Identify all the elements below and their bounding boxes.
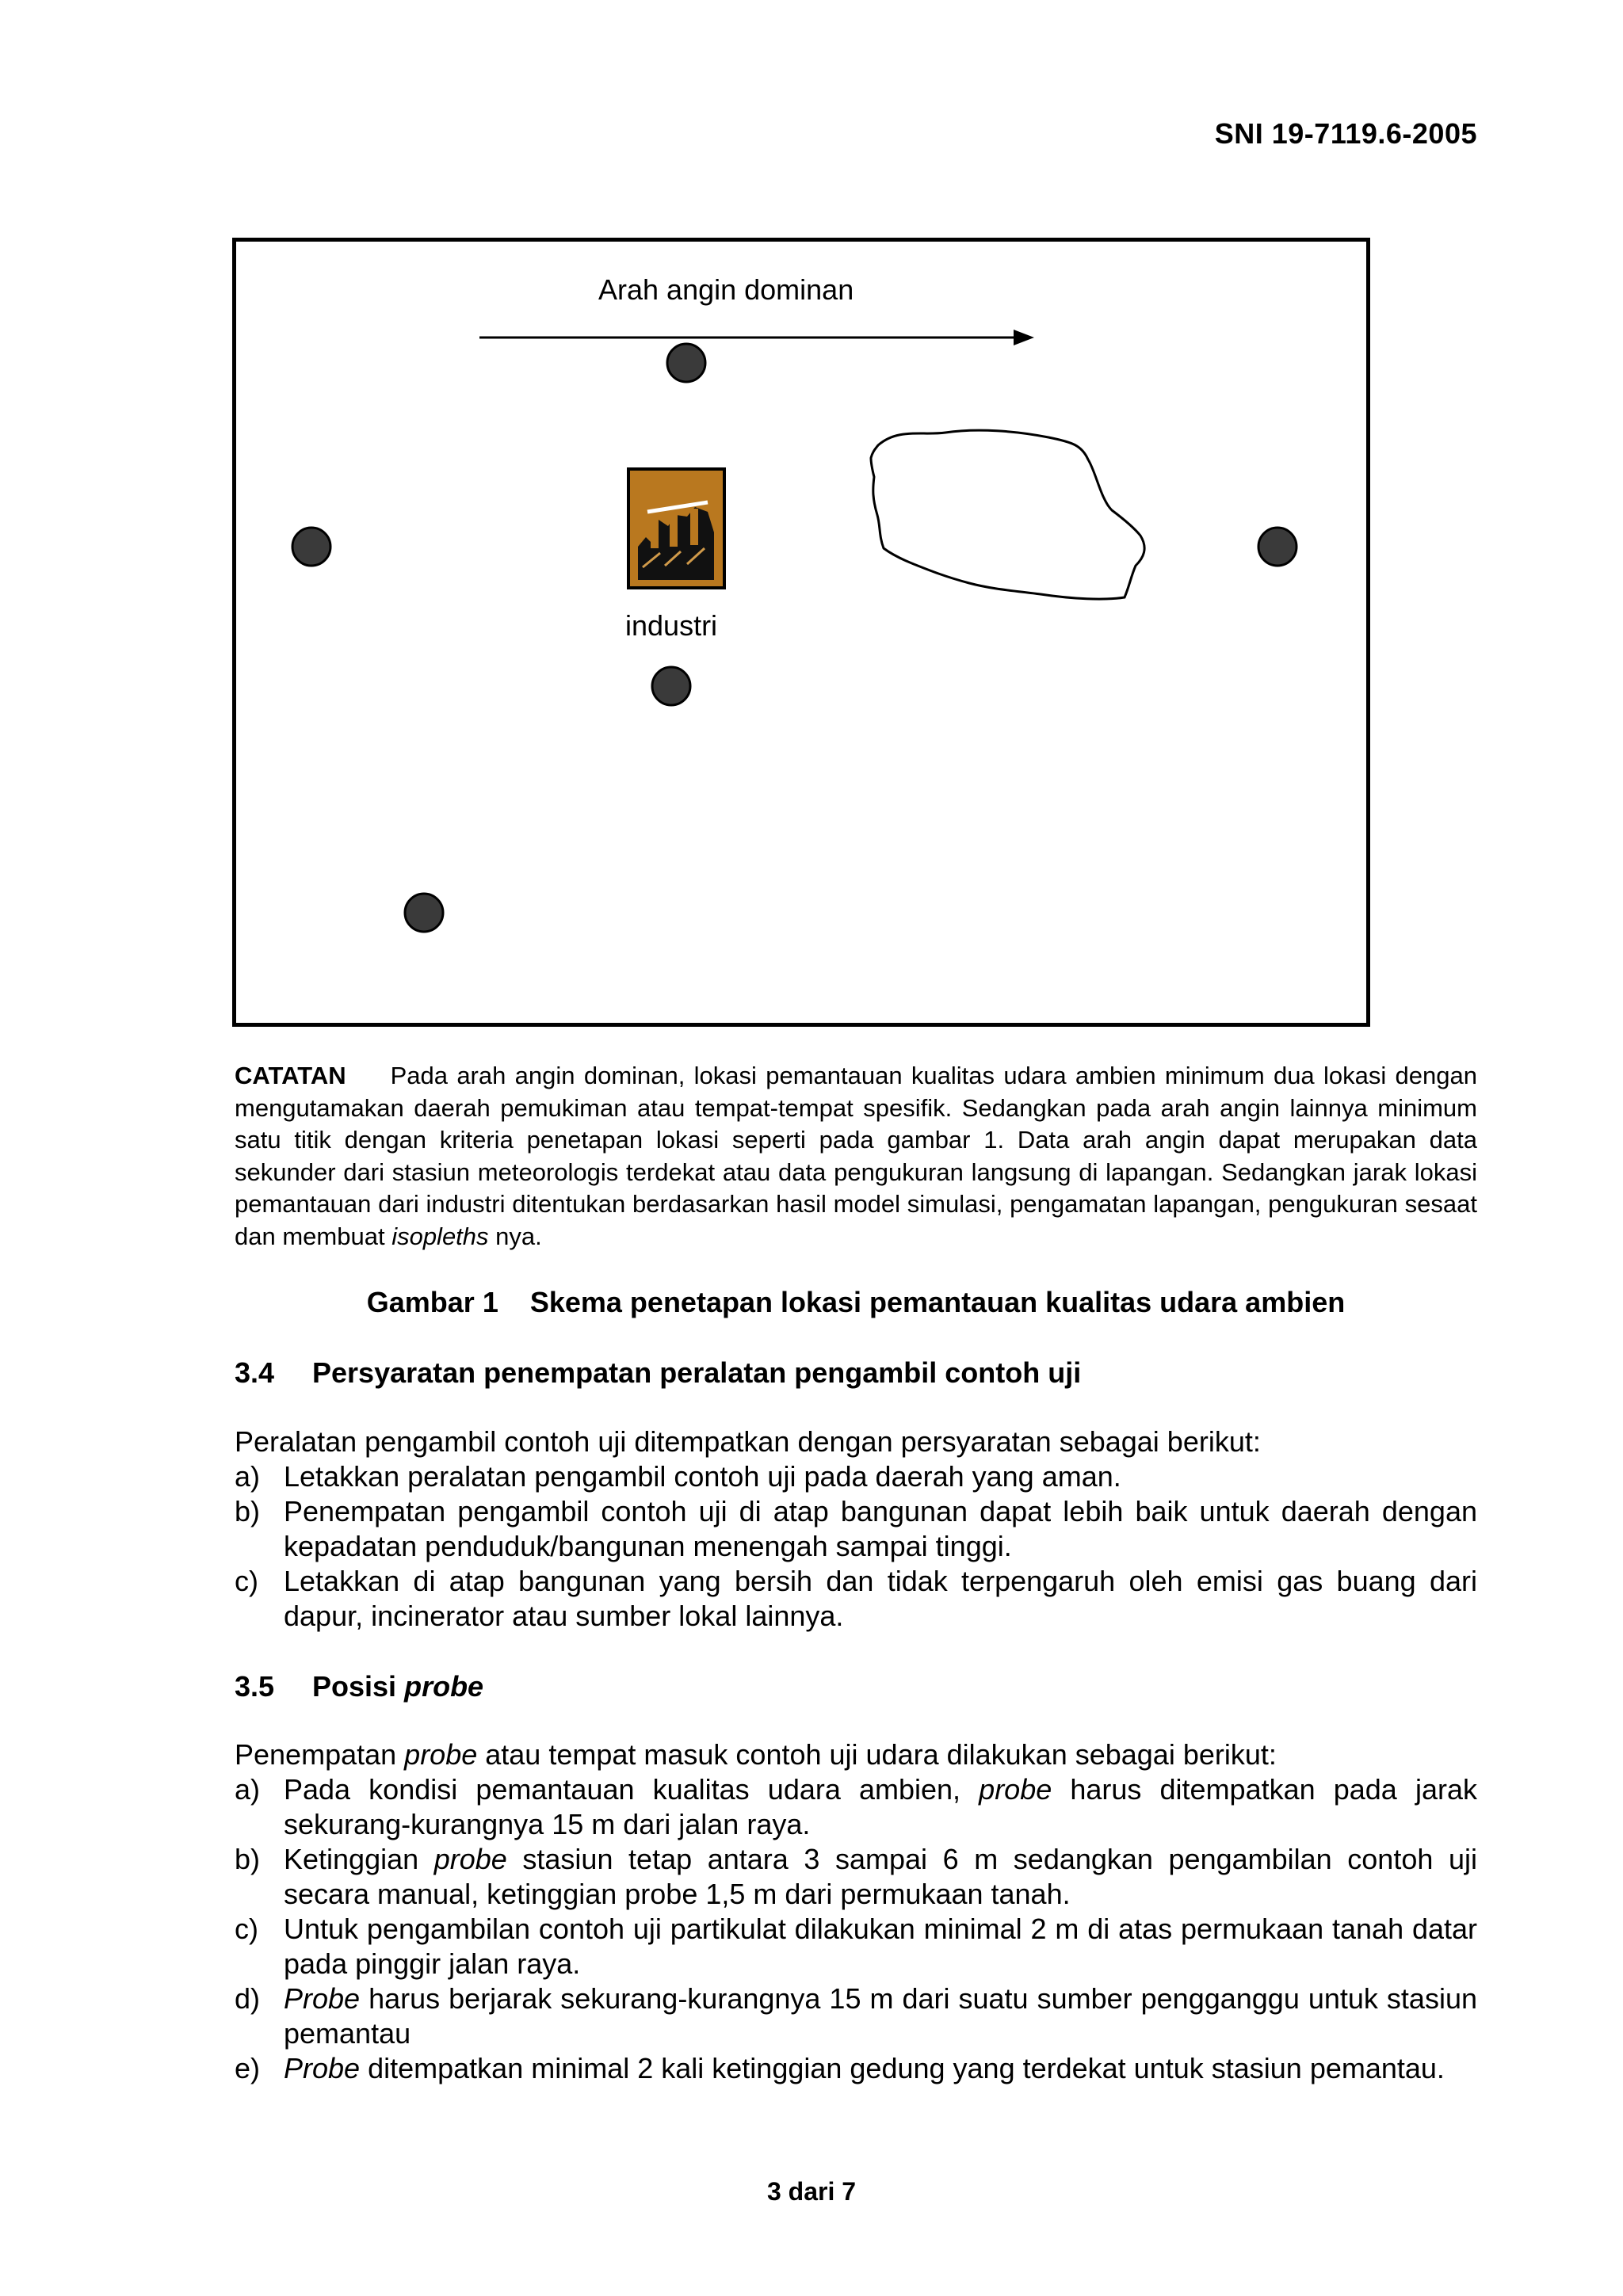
section-heading-3-4 bbox=[235, 1356, 1081, 1390]
industry-label: industri bbox=[625, 609, 718, 642]
section-3-4-intro: Peralatan pengambil contoh uji ditempatkan dengan persyaratan sebagai berikut: bbox=[235, 1425, 1261, 1458]
note-italic-term: isopleths bbox=[391, 1222, 489, 1250]
section-number: 3.5 bbox=[235, 1670, 275, 1703]
section-3-5-list bbox=[235, 1772, 1477, 2086]
section-heading-3-5 bbox=[235, 1670, 483, 1703]
figure-note bbox=[235, 1060, 1477, 1253]
list-item: c) Letakkan di atap bangunan yang bersih dan tidak terpengaruh oleh emisi gas buang dari dapur, incinerator atau sumber lokal lainnya. bbox=[235, 1565, 1477, 1632]
page-number: 3 dari 7 bbox=[766, 2177, 857, 2206]
list-item: b) Penempatan pengambil contoh uji di atap bangunan dapat lebih baik untuk daerah dengan kepadatan penduduk/bangunan menengah sampai tinggi. bbox=[235, 1495, 1477, 1562]
industry-icon bbox=[628, 469, 724, 588]
section-title-italic: probe bbox=[404, 1670, 484, 1703]
list-item: a) Letakkan peralatan pengambil contoh uji pada daerah yang aman. bbox=[235, 1460, 1121, 1493]
note-text: Pada arah angin dominan, lokasi pemantauan kualitas udara ambien minimum dua lokasi dengan mengutamakan daerah pemukiman atau tempat-tempat spesifik. Sedangkan pada arah angin lainnya minimum satu titik dengan kriteria penetapan lokasi seperti pada gambar 1. Data arah angin dapat merupakan data sekunder dari stasiun meteorologis terdekat atau data pengukuran langsung di lapangan. Sedangkan jarak lokasi pemantauan dari industri ditentukan berdasarkan hasil model simulasi, pengamatan lapangan, pengukuran sesaat dan membuat bbox=[235, 1062, 1477, 1250]
caption-title: Skema penetapan lokasi pemantauan kualitas udara ambien bbox=[529, 1286, 1346, 1318]
location-scheme-figure bbox=[232, 238, 1370, 1027]
section-number: 3.4 bbox=[235, 1356, 275, 1389]
list-item: b) Ketinggian probe stasiun tetap antara 3 sampai 6 m sedangkan pengambilan contoh uji secara manual, ketinggian probe 1,5 m dari permukaan tanah. bbox=[235, 1843, 1477, 1910]
note-label: CATATAN bbox=[235, 1062, 346, 1089]
section-3-4-list bbox=[235, 1459, 1477, 1634]
monitoring-point bbox=[667, 344, 705, 382]
section-title: Persyaratan penempatan peralatan pengambil contoh uji bbox=[312, 1356, 1082, 1389]
document-code: SNI 19-7119.6-2005 bbox=[1214, 117, 1477, 150]
list-item: e) Probe ditempatkan minimal 2 kali ketinggian gedung yang terdekat untuk stasiun pemantau. bbox=[235, 2052, 1445, 2084]
monitoring-point bbox=[652, 667, 690, 705]
figure-canvas bbox=[232, 238, 1370, 1027]
list-item: d) Probe harus berjarak sekurang-kurangnya 15 m dari suatu sumber pengganggu untuk stasiun pemantau bbox=[235, 1982, 1477, 2050]
monitoring-point bbox=[405, 894, 443, 932]
list-item: c) Untuk pengambilan contoh uji partikulat dilakukan minimal 2 m di atas permukaan tanah datar pada pinggir jalan raya. bbox=[235, 1913, 1477, 1980]
figure-caption bbox=[235, 1286, 1477, 1319]
monitoring-point bbox=[1258, 528, 1296, 566]
section-3-5-intro: Penempatan probe atau tempat masuk contoh uji udara dilakukan sebagai berikut: bbox=[235, 1738, 1277, 1771]
section-title: Posisi bbox=[312, 1670, 397, 1703]
note-text-end: nya. bbox=[495, 1222, 542, 1250]
wind-direction-label: Arah angin dominan bbox=[598, 273, 854, 306]
monitoring-point bbox=[292, 528, 330, 566]
caption-number: Gambar 1 bbox=[366, 1286, 498, 1318]
figure-border bbox=[235, 240, 1369, 1025]
list-item: a) Pada kondisi pemantauan kualitas udara ambien, probe harus ditempatkan pada jarak sekurang-kurangnya 15 m dari jalan raya. bbox=[235, 1773, 1477, 1840]
